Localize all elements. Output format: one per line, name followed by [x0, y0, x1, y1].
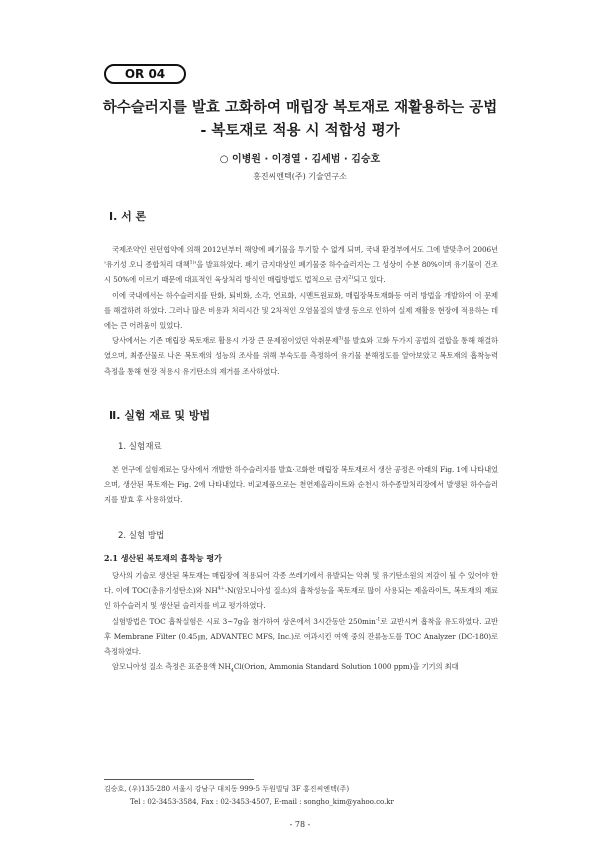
subsubsection-heading-adsorption: 2.1 생산된 복토재의 흡착능 평가	[104, 553, 222, 563]
methods-body	[104, 568, 498, 674]
author-list: ○ 이병원 · 이경열 · 김세범 · 김승호	[219, 154, 381, 165]
intro-paragraph-3: 당사에서는 기존 매립장 복토재로 활용시 가장 큰 문제점이었던 악취문제$^{3)}$를 발효와 고화 두가지 공법의 결합을 통해 해결하였으며, 최종산물로 나온 복토재의 성능의 조사를 위해 부숙도를 측정하여 유기물 분해정도를 알아보았고 복토재의 흡착능력 측정을 통해 현장 적용시 유기탄소의 제거를 조사하였다.	[104, 335, 499, 376]
intro-paragraph-1: 국제조약인 런던협약에 의해 2012년부터 해양에 폐기물을 투기할 수 없게 되며, 국내 환경부에서도 그에 발맞추어 2006년 '유기성 오니 종합처리 대책$^{1)}$'을 발표하였다. 폐기 금지대상인 폐기물중 하수슬러지는 그 성상이 수분 80%이며 유기물이 건조시 50%에 이르기 때문에 대표적인 육상처리 방식인 매립방법도 법적으로 금지$^{2)}$되고 있다.	[104, 245, 498, 285]
paper-title-line-2: - 복토재로 적용 시 적합성 평가	[200, 123, 400, 139]
footnote-divider	[104, 779, 254, 780]
footnote-contact: Tel : 02-3453-3584, Fax : 02-3453-4507, E-mail : songho_kim@yahoo.co.kr	[130, 798, 394, 806]
intro-paragraph-2: 이에 국내에서는 하수슬러지를 탄화, 퇴비화, 소각, 연료화, 시멘트원료화, 매립장복토재화등 여러 방법을 개발하여 이 문제를 해결하려 하였다. 그러나 많은 비용과 처리시간 및 2차적인 오염물질의 발생 등으로 인하여 실제 재활용 현장에 적용하는 데에는 큰 어려움이 있었다.	[104, 290, 498, 331]
materials-body	[104, 462, 498, 508]
subsection-heading-materials: 1. 실험재료	[118, 442, 162, 452]
page-number: - 78 -	[289, 820, 311, 829]
presentation-code-badge: OR 04	[104, 64, 186, 84]
affiliation: 홍진씨엔텍(주) 기술연구소	[253, 172, 347, 181]
methods-paragraph-1: 당사의 기술로 생산된 복토재는 매립장에 적용되어 각종 쓰레기에서 유발되는 악취 및 유기탄소원의 저감이 될 수 있어야 한다. 이에 TOC(총유기성탄소)와 $NH^{4+}-N$(암모니아성 질소)의 흡착성능을 복토재로 많이 사용되는 제올라이트, 복토재의 재료인 하수슬러지 및 생산된 슬러지를 비교 평가하였다.	[104, 571, 498, 611]
paper-title-line-1: 하수슬러지를 발효 고화하여 매립장 복토재로 재활용하는 공법	[102, 100, 498, 116]
methods-paragraph-3: 암모니아성 질소 측정은 표준용액 $NH_4Cl(Orion$, Ammonia Standard Solution 1000 ppm)을 기기의 최대	[112, 662, 459, 674]
footnote-address: 김승호, (우)135-280 서울시 강남구 대치동 999-5 두원빌딩 3F 홍진씨엔텍(주)	[104, 785, 350, 793]
section-heading-introduction: Ⅰ. 서 론	[109, 210, 147, 223]
section-heading-materials-methods: Ⅱ. 실험 재료 및 방법	[109, 409, 211, 422]
introduction-body	[104, 242, 498, 379]
materials-paragraph: 본 연구에 실험재료는 당사에서 개발한 하수슬러지를 발효·고화한 매립장 복토재로서 생산 공정은 아래의 Fig. 1에 나타내었으며, 생산된 복토재는 Fig. 2에 나타내었다. 비교제품으로는 천연제올라이트와 순천시 하수종말처리장에서 발생된 하수슬러지를 발효 후 사용하였다.	[104, 465, 498, 505]
subsection-heading-methods: 2. 실험 방법	[118, 531, 165, 541]
methods-paragraph-2: 실험방법은 TOC 흡착실험은 시료 3~7g을 첨가하여 상온에서 3시간동안 $250\min^{-1}$로 교반시켜 흡착을 유도하였다. 교반 후 Membrane Filter (0.45㎛, ADVANTEC MFS, Inc.)로 여과시킨 여액 중의 잔류농도를 TOC Analyzer (DC-180)로 측정하였다.	[104, 616, 498, 657]
